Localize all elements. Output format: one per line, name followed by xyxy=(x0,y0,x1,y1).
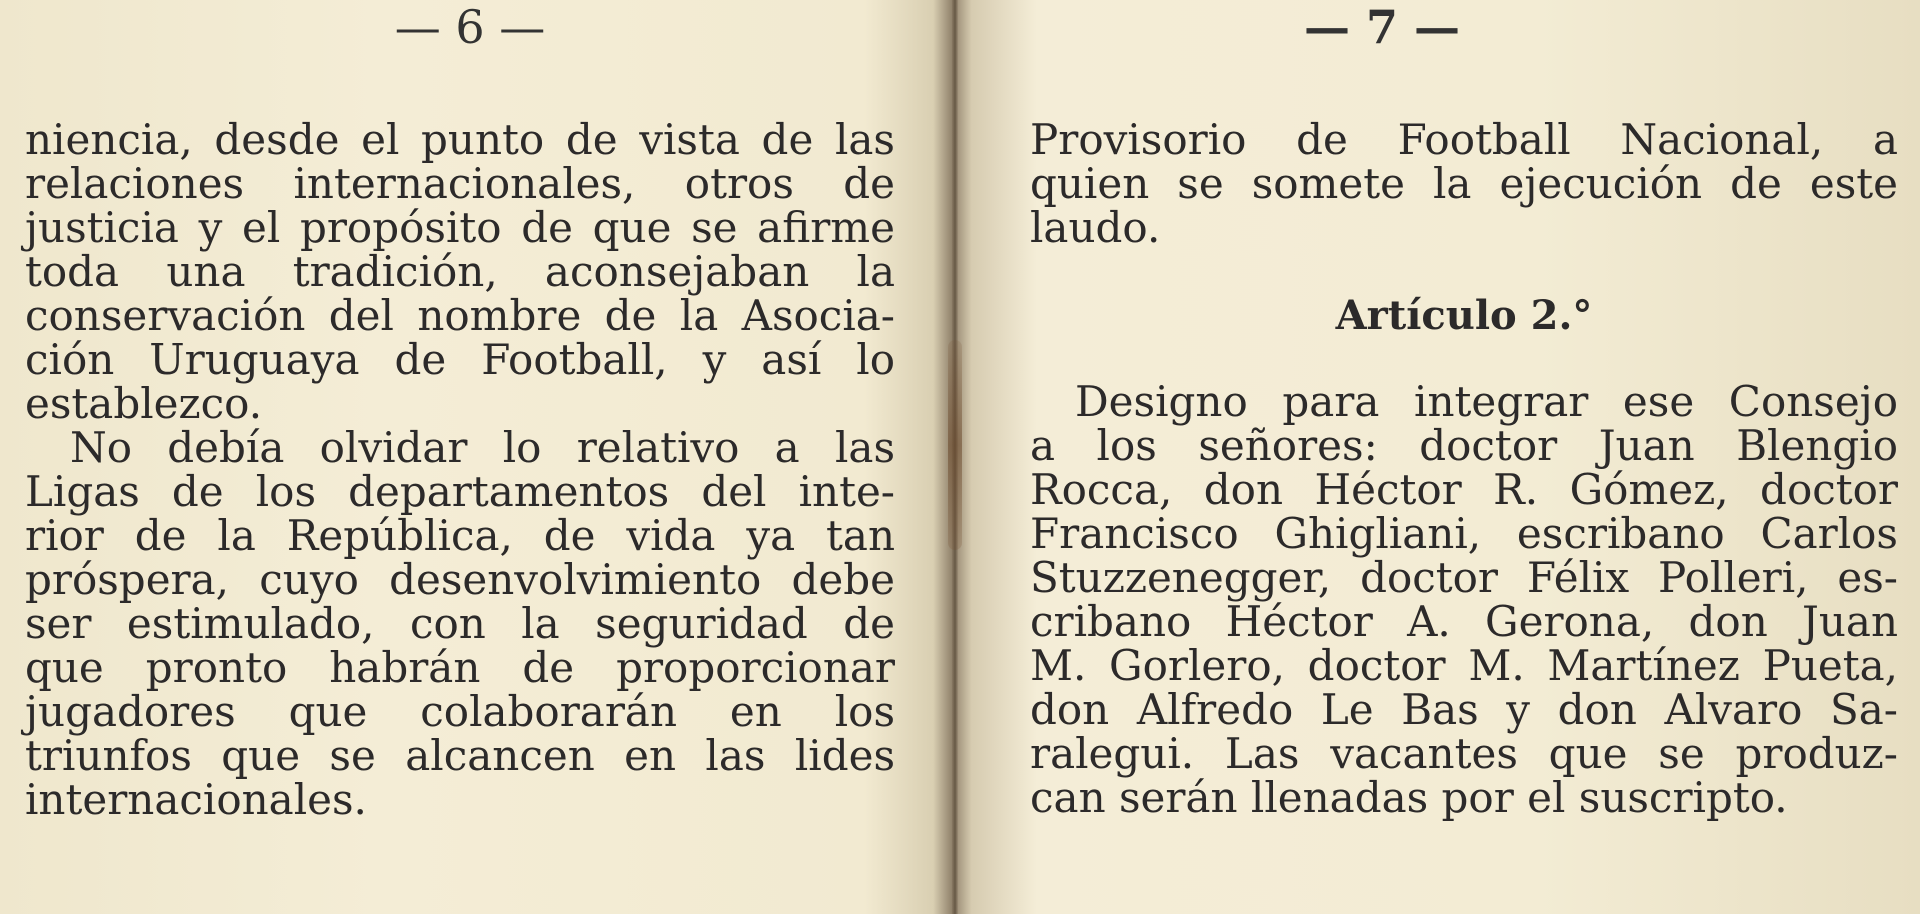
text-line: próspera, cuyo desenvolvimiento debe xyxy=(25,555,895,604)
text-line: ción Uruguaya de Football, y así lo xyxy=(25,335,895,384)
text-line: establezco. xyxy=(25,379,263,428)
text-line: ser estimulado, con la seguridad de xyxy=(25,599,895,648)
text-line: jugadores que colaborarán en los xyxy=(25,687,895,736)
text-line: toda una tradición, aconsejaban la xyxy=(25,247,895,296)
right-page-text xyxy=(1030,115,1898,822)
text-line: cribano Héctor A. Gerona, don Juan xyxy=(1030,597,1898,646)
text-line: quien se somete la ejecución de este xyxy=(1030,159,1898,208)
text-line: Francisco Ghigliani, escribano Carlos xyxy=(1030,509,1898,558)
article-heading: Artículo 2.° xyxy=(1335,292,1593,339)
text-line: niencia, desde el punto de vista de las xyxy=(25,115,895,164)
text-line: don Alfredo Le Bas y don Alvaro Sa- xyxy=(1030,685,1898,734)
page-number-left: — 6 — xyxy=(394,0,546,54)
left-page-text xyxy=(25,115,895,824)
text-line: M. Gorlero, doctor M. Martínez Pueta, xyxy=(1030,641,1898,690)
text-line: rior de la República, de vida ya tan xyxy=(25,511,895,560)
text-line: Stuzzenegger, doctor Félix Polleri, es- xyxy=(1030,553,1898,602)
left-page xyxy=(0,0,950,914)
text-line: Rocca, don Héctor R. Gómez, doctor xyxy=(1030,465,1898,514)
text-line: internacionales. xyxy=(25,775,367,824)
text-line: ralegui. Las vacantes que se produz- xyxy=(1030,729,1898,778)
text-line: No debía olvidar lo relativo a las xyxy=(70,423,895,472)
text-line: triunfos que se alcancen en las lides xyxy=(25,731,895,780)
text-line: conservación del nombre de la Asocia- xyxy=(25,291,895,340)
text-line: Provisorio de Football Nacional, a xyxy=(1030,115,1898,164)
text-line: can serán llenadas por el suscripto. xyxy=(1030,773,1788,822)
binding-stain xyxy=(948,340,962,550)
text-line: relaciones internacionales, otros de xyxy=(25,159,895,208)
right-page xyxy=(962,0,1920,914)
text-line: Designo para integrar ese Consejo xyxy=(1075,377,1898,426)
text-line: laudo. xyxy=(1030,203,1161,252)
text-line: Ligas de los departamentos del inte- xyxy=(25,467,895,516)
text-line: a los señores: doctor Juan Blengio xyxy=(1030,421,1898,470)
text-line: justicia y el propósito de que se afirme xyxy=(25,203,895,252)
text-line: que pronto habrán de proporcionar xyxy=(25,643,895,692)
page-number-right: — 7 — xyxy=(1303,0,1461,54)
